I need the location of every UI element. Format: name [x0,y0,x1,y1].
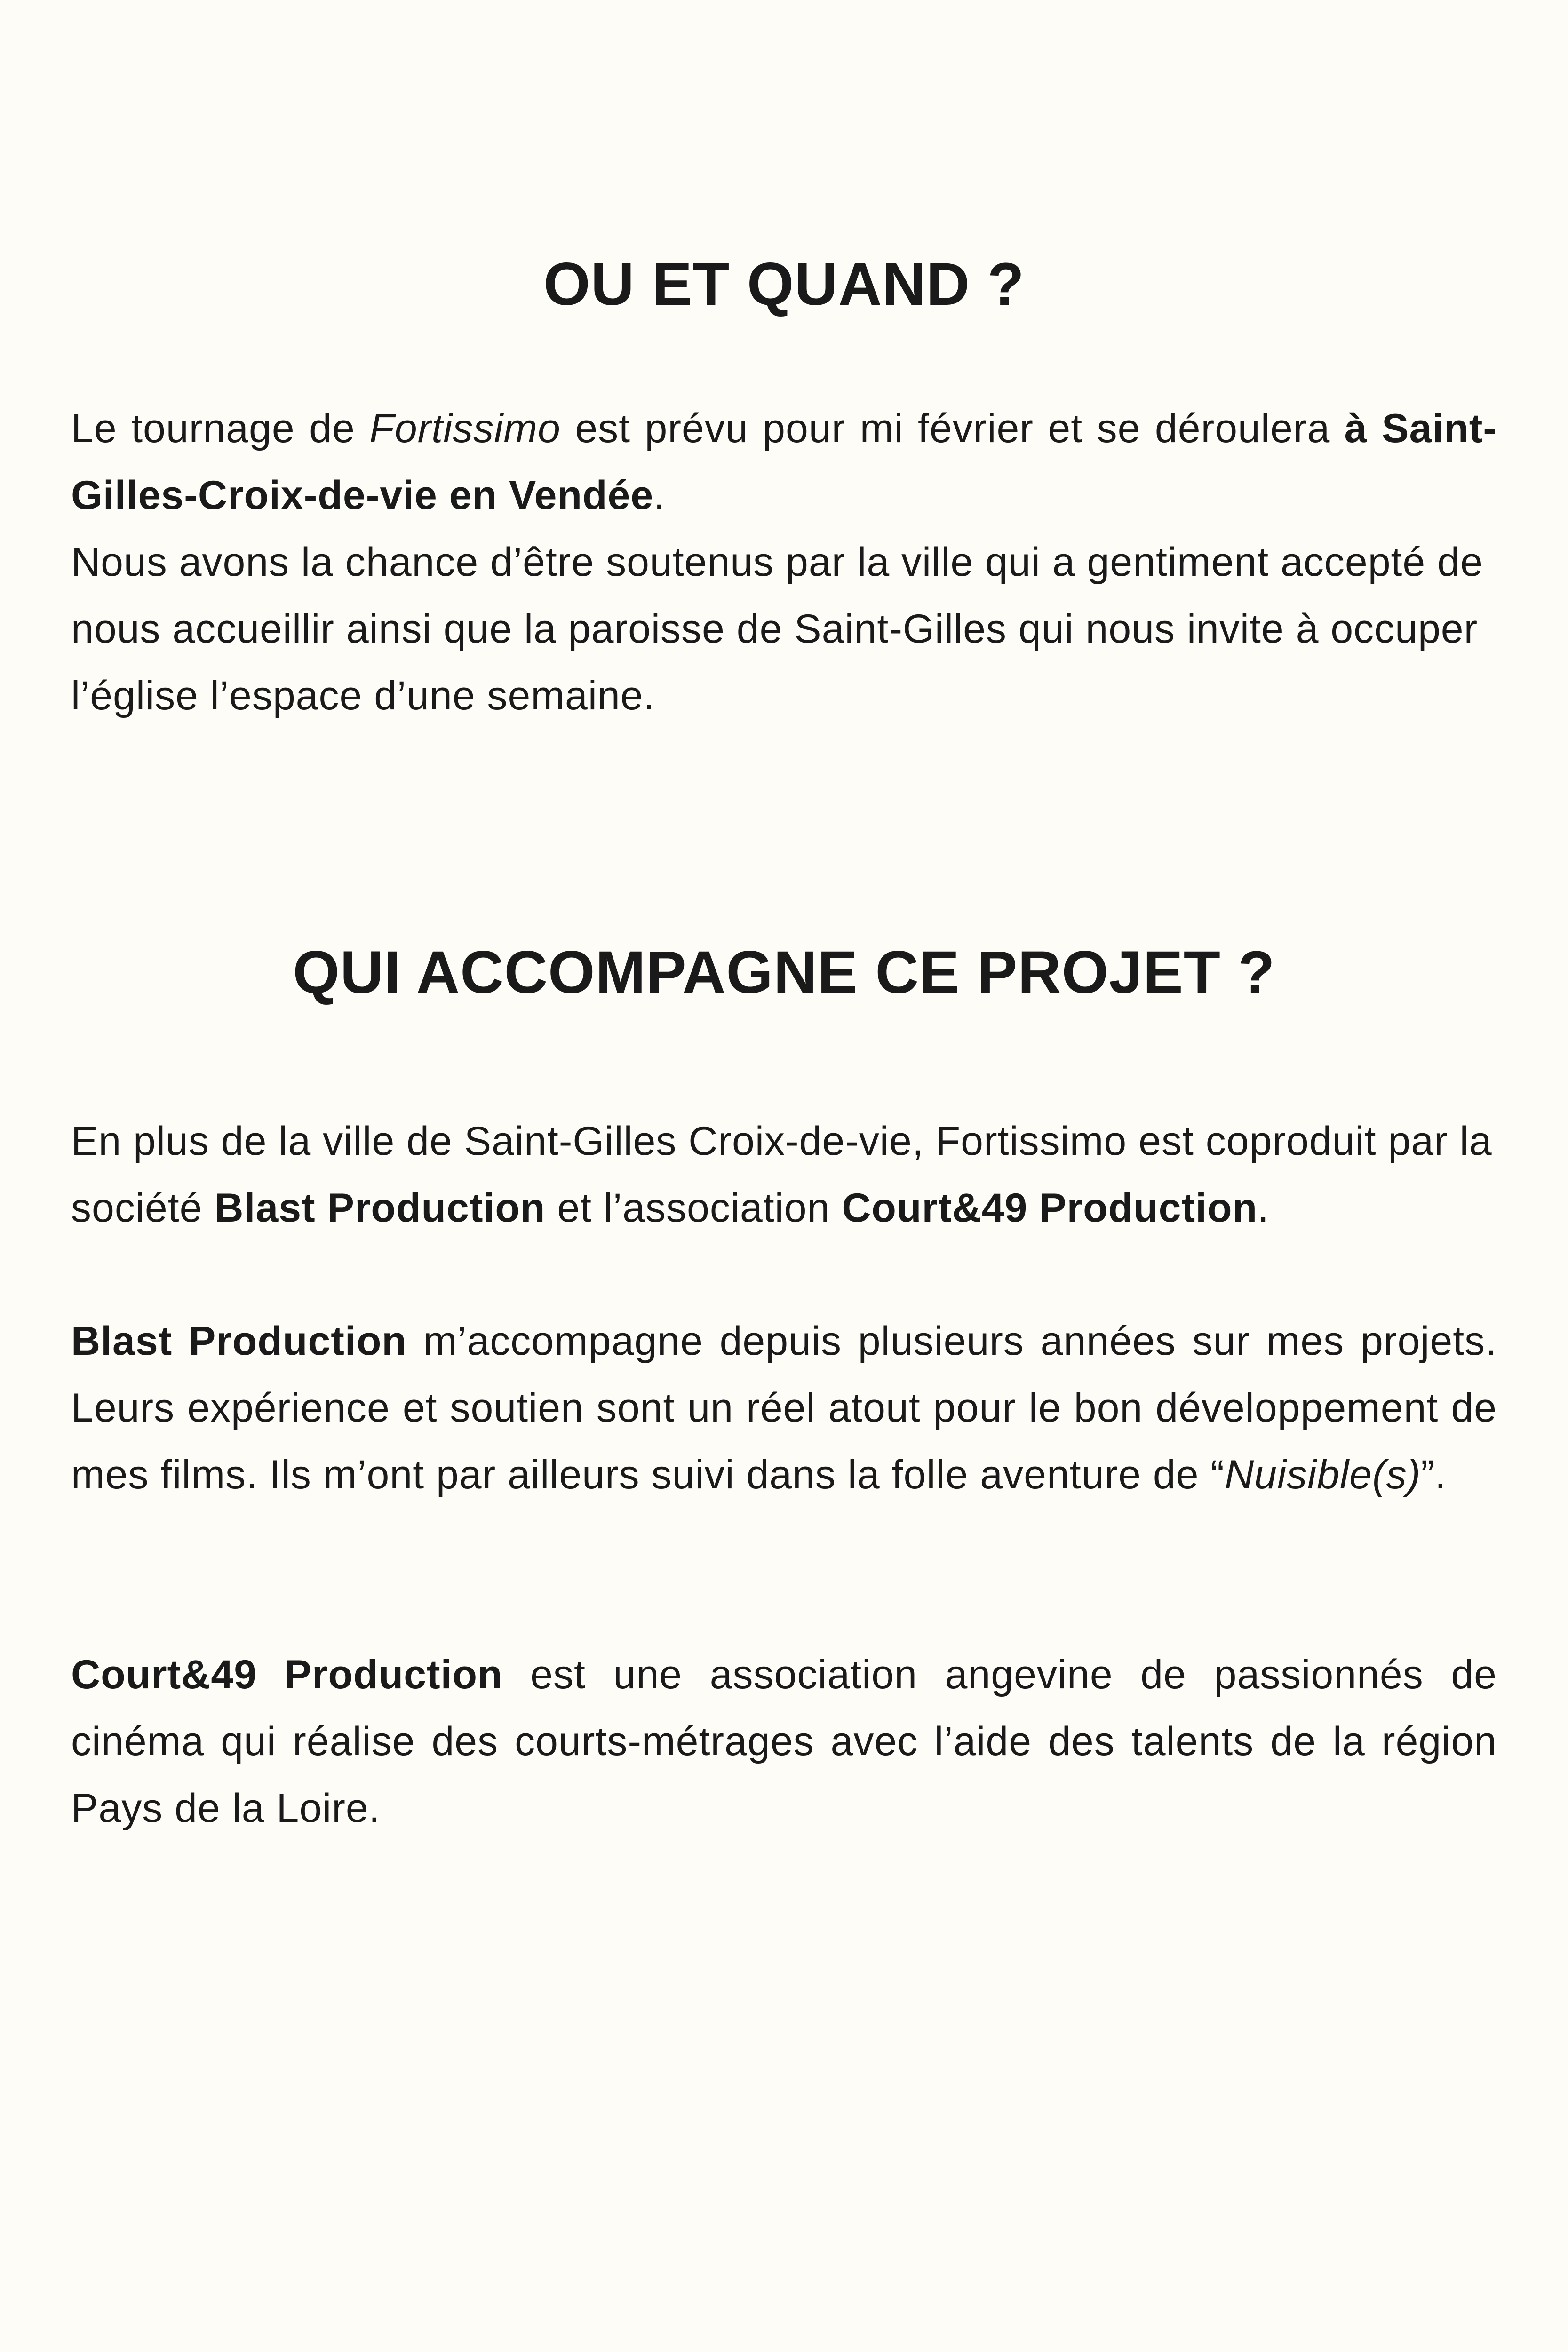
film-title: Fortissimo [369,406,561,451]
company-name: Court&49 Production [71,1652,503,1697]
text: Le tournage de [71,406,370,451]
text: et l’association [545,1185,842,1231]
company-name: Blast Production [214,1185,546,1231]
section-title-partners: QUI ACCOMPAGNE CE PROJET ? [293,939,1275,1006]
text: En plus de la ville de Saint-Gilles Croix-de-vie, Fortissimo est coproduit par la société [71,1119,1492,1231]
text: est prévu pour mi février et se déroulera [560,406,1345,451]
text: est une association angevine de passionnés de cinéma qui réalise des courts-métrages avec l’aide des talents de la région Pays de la Loire. [71,1652,1497,1831]
company-name: Court&49 Production [842,1185,1258,1231]
film-title: Nuisible(s) [1225,1452,1421,1497]
text: ”. [1421,1452,1447,1497]
text: . [653,473,666,518]
paragraph-support-info: Nous avons la chance d’être soutenus par la ville qui a gentiment accepté de nous accueillir ainsi que la paroisse de Saint-Gilles qui nous invite à occuper l’église l’espace d’une semaine. [71,540,1483,718]
text: . [1258,1185,1270,1231]
shooting-location: à Saint-Gilles-Croix-de-vie en Vendée [71,406,1497,518]
paragraph-coproduction [71,1108,1497,1241]
paragraph-court49-production [71,1641,1497,1842]
document-page [71,0,1497,2352]
section-title-where-when: OU ET QUAND ? [543,251,1025,318]
text: m’accompagne depuis plusieurs années sur mes projets. Leurs expérience et soutien sont un réel atout pour le bon développement de mes films. Ils m’ont par ailleurs suivi dans la folle aventure de “ [71,1319,1497,1497]
paragraph-shooting-info [71,395,1497,529]
paragraph-blast-production [71,1308,1497,1508]
company-name: Blast Production [71,1319,407,1364]
